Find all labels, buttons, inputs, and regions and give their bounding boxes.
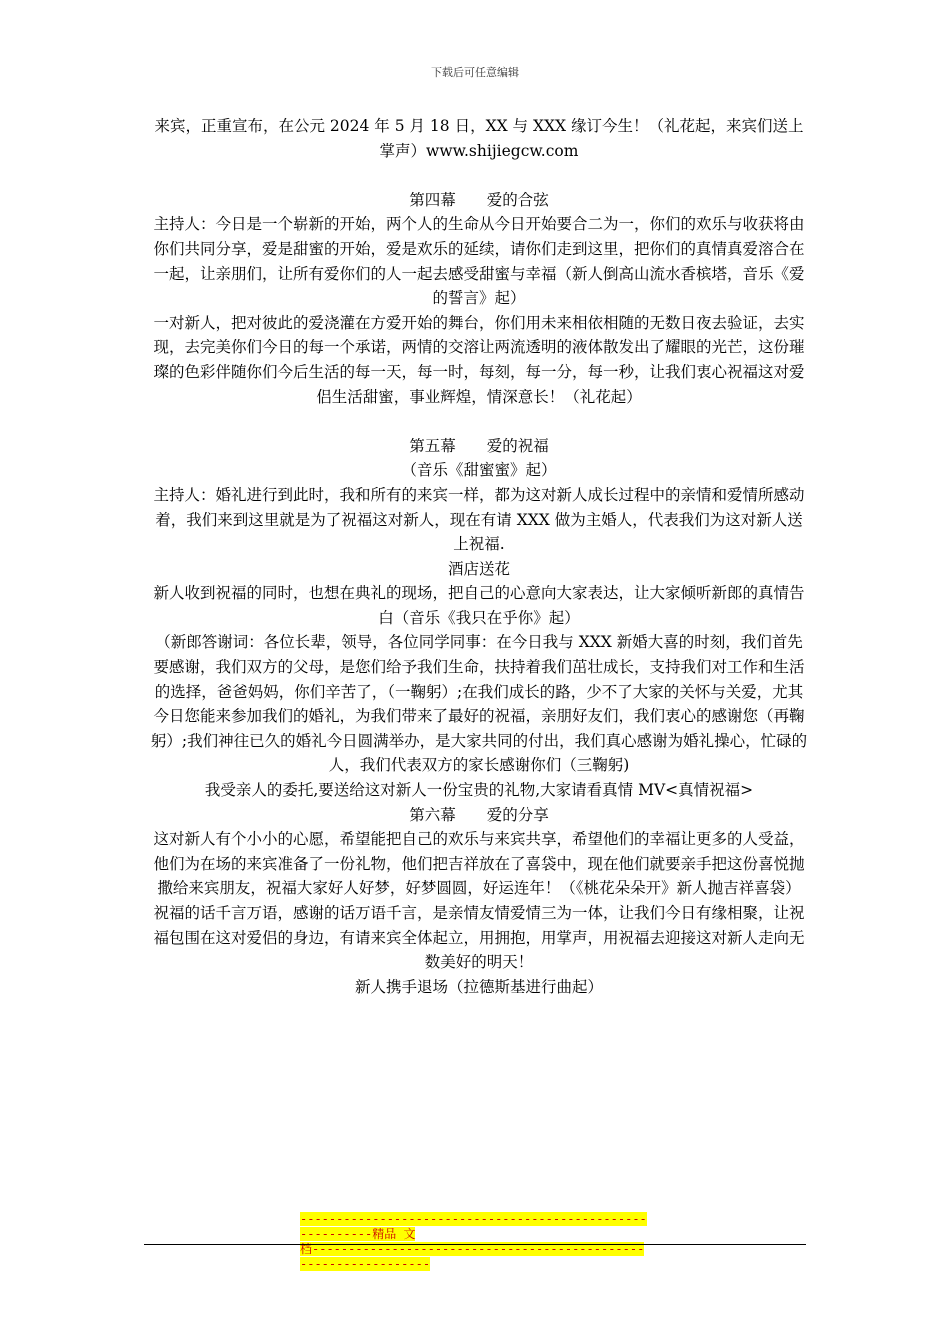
act4-title: 第四幕 爱的合弦	[409, 190, 549, 209]
act4-couple-paragraph: 一对新人，把对彼此的爱浇灌在方爱开始的舞台，你们用未来相依相随的无数日夜去验证，去实现，去完美你们今日的每一个承诺，两情的交溶让两流透明的液体散发出了耀眼的光芒，这份璀璨的色彩伴随你们今后生活的每一天，每一时，每刻，每一分，每一秒，让我们衷心祝福这对爱侣生活甜蜜，事业辉煌，情深意长！（礼花起）	[153, 313, 805, 406]
paragraph-spacer	[148, 409, 810, 434]
footer-banner-line-2: 档----------------------------------------------------------------	[300, 1242, 645, 1271]
footer-banner	[300, 1212, 650, 1272]
act5-music-cue: （音乐《甜蜜蜜》起）	[401, 461, 557, 480]
act5-host-paragraph: 主持人：婚礼进行到此时，我和所有的来宾一样，都为这对新人成长过程中的亲情和爱情所感动着，我们来到这里就是为了祝福这对新人，现在有请 XXX 做为主婚人，代表我们为这对新人送上祝福.	[153, 485, 805, 554]
act5-groom-speech: （新郎答谢词：各位长辈，领导，各位同学同事：在今日我与 XXX 新婚大喜的时刻，我们首先要感谢，我们双方的父母，是您们给予我们生命，扶持着我们茁壮成长，支持我们对工作和生活的选择，爸爸妈妈，你们辛苦了，（一鞠躬）;在我们成长的路，少不了大家的关怀与关爱，尤其今日您能来参加我们的婚礼，为我们带来了最好的祝福，亲朋好友们，我们衷心的感谢您（再鞠躬）;我们神往已久的婚礼今日圆满举办，是大家共同的付出，我们真心感谢为婚礼操心，忙碌的人，我们代表双方的家长感谢你们（三鞠躬)	[150, 633, 808, 775]
document-body	[148, 114, 810, 999]
exit-cue: 新人携手退场（拉德斯基进行曲起）	[354, 977, 603, 996]
footer-rule	[144, 1244, 806, 1245]
header-note: 下载后可任意编辑	[431, 66, 519, 79]
hotel-flowers-cue: 酒店送花	[447, 559, 510, 578]
act5-mv-gift: 我受亲人的委托,要送给这对新人一份宝贵的礼物,大家请看真情 MV<真情祝福>	[204, 781, 754, 800]
act6-wish-paragraph: 这对新人有个小小的心愿，希望能把自己的欢乐与来宾共享，希望他们的幸福让更多的人受益，他们为在场的来宾准备了一份礼物，他们把吉祥放在了喜袋中，现在他们就要亲手把这份喜悦抛撒给来宾朋友，祝福大家好人好梦，好梦圆圆，好运连年！（《桃花朵朵开》新人抛吉祥喜袋）	[153, 830, 805, 898]
footer-banner-line-1: ----------------------------------------------------------精品 文	[300, 1212, 647, 1241]
paragraph-spacer	[148, 163, 810, 188]
act5-groom-intro: 新人收到祝福的同时，也想在典礼的现场，把自己的心意向大家表达，让大家倾听新郎的真情告白（音乐《我只在乎你》起）	[153, 584, 805, 627]
act4-host-paragraph: 主持人：今日是一个崭新的开始，两个人的生命从今日开始要合二为一，你们的欢乐与收获将由你们共同分享，爱是甜蜜的开始，爱是欢乐的延续，请你们走到这里，把你们的真情真爱溶合在一起，让亲朋们，让所有爱你们的人一起去感受甜蜜与幸福（新人倒高山流水香槟塔，音乐《爱的誓言》起）	[153, 215, 805, 308]
act6-blessing-paragraph: 祝福的话千言万语，感谢的话万语千言，是亲情友情爱情三为一体，让我们今日有缘相聚，让祝福包围在这对爱侣的身边，有请来宾全体起立，用拥抱，用掌声，用祝福去迎接这对新人走向无数美好的明天！	[153, 904, 805, 972]
announcement-paragraph: 来宾，正重宣布，在公元 2024 年 5 月 18 日，XX 与 XXX 缘订今生！（礼花起，来宾们送上掌声）www.shijiegcw.com	[154, 117, 804, 160]
act6-title: 第六幕 爱的分享	[409, 805, 549, 824]
act5-title: 第五幕 爱的祝福	[409, 436, 549, 455]
